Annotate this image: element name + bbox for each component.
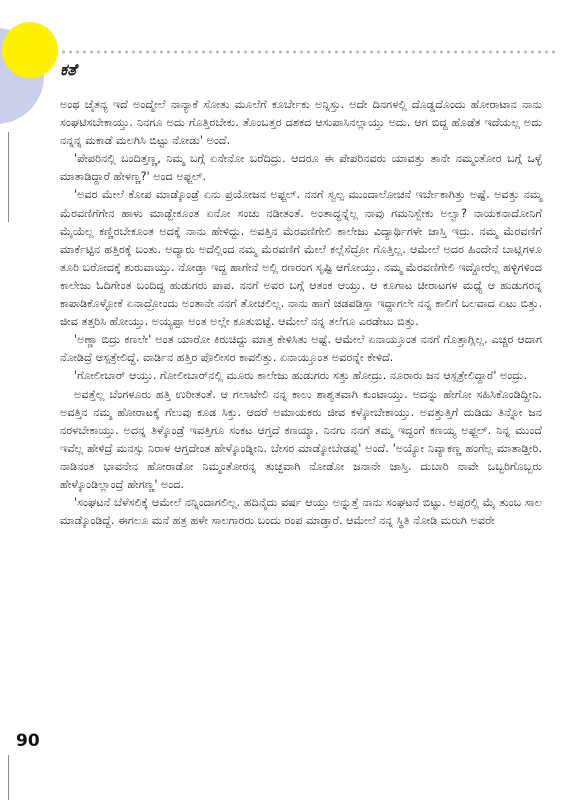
section-label: ಕತೆ — [60, 60, 77, 79]
page-number: 90 — [16, 731, 40, 751]
paragraph: 'ಗೋಲೀಬಾರ್ ಆಯ್ತು. ಗೋಲೀಬಾರ್‌ನಲ್ಲಿ ಮೂರು ಕಾಲೇಜು ಹುಡುಗರು ಸತ್ತು ಹೋದ್ರು. ನೂರಾರು ಜನ ಆಸ್ಪತ್ರೇಲಿದ್ದಾರೆ' ಅಂದ್ರು. — [74, 369, 528, 383]
dotted-header-rule — [60, 49, 556, 55]
paragraph: 'ಅಣ್ಣಾ ಬಿದ್ರು ಕಣಲೇ' ಅಂತ ಯಾರೋ ಕಿರುಚಿದ್ದು ಮಾತ್ರ ಕೇಳಿಸಿತು ಅಷ್ಟೆ. ಆಮೇಲೆ ಏನಾಯ್ತೂಂತ ನನಗೆ ಗೊತ್ತಾಗ್ಲಿಲ್ಲ. ಎಚ್ಚರ ಆದಾಗ ನೋಡಿದ್ರೆ ಆಸ್ಪತ್ರೇಲಿದ್ದೆ. ವಾರ್ಡಿನ ಹತ್ತಿರ ಪೊಲೀಸರ ಕಾವಲಿತ್ತು. ಏನಾಯ್ತೂಂತ ಅವರನ್ನೇ ಕೇಳಿದೆ. — [60, 333, 542, 365]
margin-rule-top — [8, 132, 9, 222]
paragraph: 'ಪೇಪರಿನಲ್ಲಿ ಬಂದಿತ್ತಣ್ಣ, ನಿಮ್ಮ ಬಗ್ಗೆ ಏನೇನೋ ಬರೆದಿದ್ರು. ಆದರೂ ಈ ಪೇಪರಿನವರು ಯಾವತ್ತು ತಾನೇ ನಮ್ಮಂತೋರ ಬಗ್ಗೆ ಒಳ್ಳೆ ಮಾತಾಡಿದ್ದಾರೆ ಹೇಳಣ್ಣ?' ಅಂದ ಅಫ್ಜಲ್. — [60, 152, 542, 184]
paragraph: ಅವತ್ತೆಲ್ಲ ಬೆಂಗಳೂರು ಹತ್ತಿ ಉರೀತಂತೆ. ಆ ಗಲಾಟೇಲಿ ನನ್ನ ಕಾಲು ಶಾಶ್ವತವಾಗಿ ಕುಂಟಾಯ್ತು. ಅದನ್ನು ಹೇಗೋ ಸಹಿಸಿಕೊಂಡಿದ್ದೀನಿ. ಅವತ್ತಿನ ನಮ್ಮ ಹೋರಾಟಕ್ಕೆ ಗೆಲುವು ಕೂಡ ಸಿಕ್ತು. ಆದರೆ ಅಮಾಯಕರು ಜೀವ ಕಳ್ಕೋಬೇಕಾಯ್ತು. ಅವತ್ತುತ್ತಿಗೆ ದುಡಿದು ತಿನ್ನೋ ಜನ ನರಳಬೇಕಾಯ್ತು. ಅದನ್ನ ತಿಳ್ಕೊಂಡ್ರೆ ಇವತ್ತಿಗೂ ಸಂಕಟ ಆಗ್ತದೆ ಕಣಯ್ಯಾ. ನಿನಗು ನನಗೆ ತಮ್ಮ ಇದ್ದಂಗೆ ಕಣಯ್ಯ ಅಫ್ಜಲ್. ನಿನ್ನ ಮುಂದೆ ಇವೆಲ್ಲ ಹೇಳಿದ್ರೆ ಮನಸ್ಸು ನಿರಾಳ ಆಗ್ತದೇಂತ ಹೇಳ್ಕೊಂಡ್ನೀನಿ. ಬೇಸರ ಮಾಡ್ಕೋಬೇಡಪ್ಪ' ಅಂದೆ. 'ಅಯ್ಯೋ ನಿವ್ಯಾಕಣ್ಣ ಹಂಗೆಲ್ಲ ಮಾತಾಡ್ತೀರಿ. ನಾಡಿನಂತ ಭಾವನೇನ ಹೋರಾಡೋ ನಿಮ್ಮಂತೋರನ್ನ ತುಚ್ಛವಾಗಿ ನೋಡೋ ಜನಾನೇ ಜಾಸ್ತಿ. ದುಬಾರಿ ನಾವೇ ಒಬ್ಬರಿಗೊಬ್ಬರು ಹೇಳ್ಕೊಂಡಿಲ್ಲಾಂದ್ರೆ ಹೇಗಣ್ಣ' ಅಂದ. — [60, 387, 542, 491]
paragraph: ಅಂಥ ಚೈತನ್ಯ ಇದೆ ಅಂದ್ಮೇಲೆ ನಾನ್ಯಾಕೆ ಸೋತು ಮೂಲೆಗೆ ಕೂರ್ಬೇಕು ಅನ್ನಿಸ್ತು. ಅದೇ ದಿನಗಳಲ್ಲಿ ದೊಡ್ಡದೊಂದು ಹೋರಾಟಾನ ನಾನು ಸಂಘಟಿಸಬೇಕಾಯ್ತು. ನಿನಗೂ ಅದು ಗೊತ್ತಿರಬೇಕು. ತೊಂಬತ್ತರ ದಶಕದ ಆಸುಪಾಸಿನಲ್ಲಾಯ್ತು ಅದು. ಆಗ ಬಿದ್ದ ಹೊಡೆತ ಇದೆಯಲ್ಲ ಅದು ನನ್ನನ್ನ ಮಕಾಡೆ ಮಲಗಿಸಿ ಬಿಟ್ಟು ನೋಡು' ಅಂದೆ. — [60, 98, 542, 148]
decorative-yellow-circle — [2, 22, 58, 78]
margin-rule-bottom — [8, 755, 9, 800]
story-body — [60, 96, 542, 530]
paragraph: 'ಸಂಘಟನೆ ಬೆಳೆಸಲಿಕ್ಕೆ ಆಮೇಲೆ ನನ್ನಿಂದಾಗಲಿಲ್ಲ. ಹದಿನೈದು ವರ್ಷ ಆಯ್ತು ಅನ್ನುತ್ತೆ ನಾನು ಸಂಘಟನೆ ಬಿಟ್ಟು. ಅಪ್ಪರಲ್ಲಿ ಮೈ ತುಂಬ ಸಾಲ ಮಾಡ್ಕೊಂಡಿದ್ದೆ. ಈಗಲೂ ಮನೆ ಹತ್ರ ಹಳೇ ಸಾಲಗಾರರು ಬಂದು ರಂಪ ಮಾಡ್ತಾರೆ. ಆಮೇಲೆ ನನ್ನ ಸ್ಥಿತಿ ನೋಡಿ ಮರುಗಿ ಅವರೇ — [60, 496, 542, 528]
paragraph: 'ಅವರ ಮೇಲೆ ಕೋಪ ಮಾಡ್ಕೊಂಡ್ರೆ ಏನು ಪ್ರಯೋಜನ ಅಫ್ಜಲ್. ನನಗೆ ಸ್ವಲ್ಪ ಮುಂದಾಲೋಚನೆ ಇರ್ಬೇಕಾಗಿತ್ತು ಅಷ್ಟೆ. ಅವತ್ತು ನಮ್ಮ ಮೆರವಣಿಗೆಗೇನ ಹಾಳು ಮಾಡ್ಬೇಕೂಂತ ಏನೋ ಸಂಚು ನಡೀತಂತೆ. ಅಂತಾದ್ದನ್ನೆಲ್ಲ ನಾವು ಗಮನಿಸ್ಬೇಕು ಅಲ್ವಾ? ನಾಯಕನಾದೋನಿಗೆ ಮೈಯೆಲ್ಲ ಕಣ್ಣಿರಬೇಕೂಂತ ಅದಕ್ಕೆ ನಾನು ಹೇಳಿದ್ದು. ಅವತ್ತಿನ ಮೆರವಣಿಗೇಲಿ ಕಾಲೇಜು ವಿದ್ಯಾರ್ಥಿಗಳೇ ಜಾಸ್ತಿ ಇದ್ರು. ನಮ್ಮ ಮೆರವಣಿಗೆ ಮಾರ್ಕೆಟ್ಟಿನ ಹತ್ತಿರಕ್ಕೆ ಬಂತು. ಅದ್ಯಾರು ಅದೆಲ್ಲಿಂದ ನಮ್ಮ ಮೆರವಣಿಗೆ ಮೇಲೆ ಕಲ್ಲೆಸೆದ್ರೋ ಗೊತ್ತಿಲ್ಲ. ಆಮೇಲೆ ಅದರ ಹಿಂದೇನೆ ಬಾಟ್ಲಿಗಳೂ ತೂರಿ ಬರೋದಕ್ಕೆ ಶುರುವಾಯ್ತು. ನೋಡ್ತಾ ಇದ್ದ ಹಾಗೇನೆ ಅಲ್ಲಿ ರಣರಂಗ ಸೃಷ್ಟಿ ಆಗೋಯ್ತು. ನಮ್ಮ ಮೆರವಣಿಗೇಲಿ ಇದ್ದೋರೆಲ್ಲ ಹಳ್ಳಿಗಳಿಂದ ಕಾಲೇಜು ಓದಿಗೇಂತ ಬಂದಿದ್ದ ಹುಡುಗರು ಪಾಪ. ನನಗೆ ಅವರ ಬಗ್ಗೆ ಆತಂಕ ಆಯ್ತು. ಆ ಕೂಗಾಟ ಚೀರಾಟಗಳ ಮಧ್ಯೆ ಆ ಹುಡುಗರನ್ನ ಕಾಪಾಡಿಕೊಳ್ಳೋಕೆ ಏನಾದ್ರೋಂದು ಅಂತಾನೇ ನನಗೆ ತೋಚಲಿಲ್ಲ. ನಾನು ಹಾಗೆ ಚಡಪಡಿಸ್ತಾ ಇದ್ದಾಗಲೇ ನನ್ನ ಕಾಲಿಗೆ ಬಲವಾದ ಏಟು ಬಿತ್ತು. ಜೀವ ತತ್ತರಿಸಿ ಹೋಯ್ತು. ಅಯ್ಯಪ್ಪಾ ಅಂತ ಅಲ್ಲೇ ಕೂತುಬಿಟ್ಟೆ. ಆಮೇಲೆ ನನ್ನ ತಲೆಗೂ ಎರಡೇಟು ಬಿತ್ತು. — [60, 188, 542, 329]
